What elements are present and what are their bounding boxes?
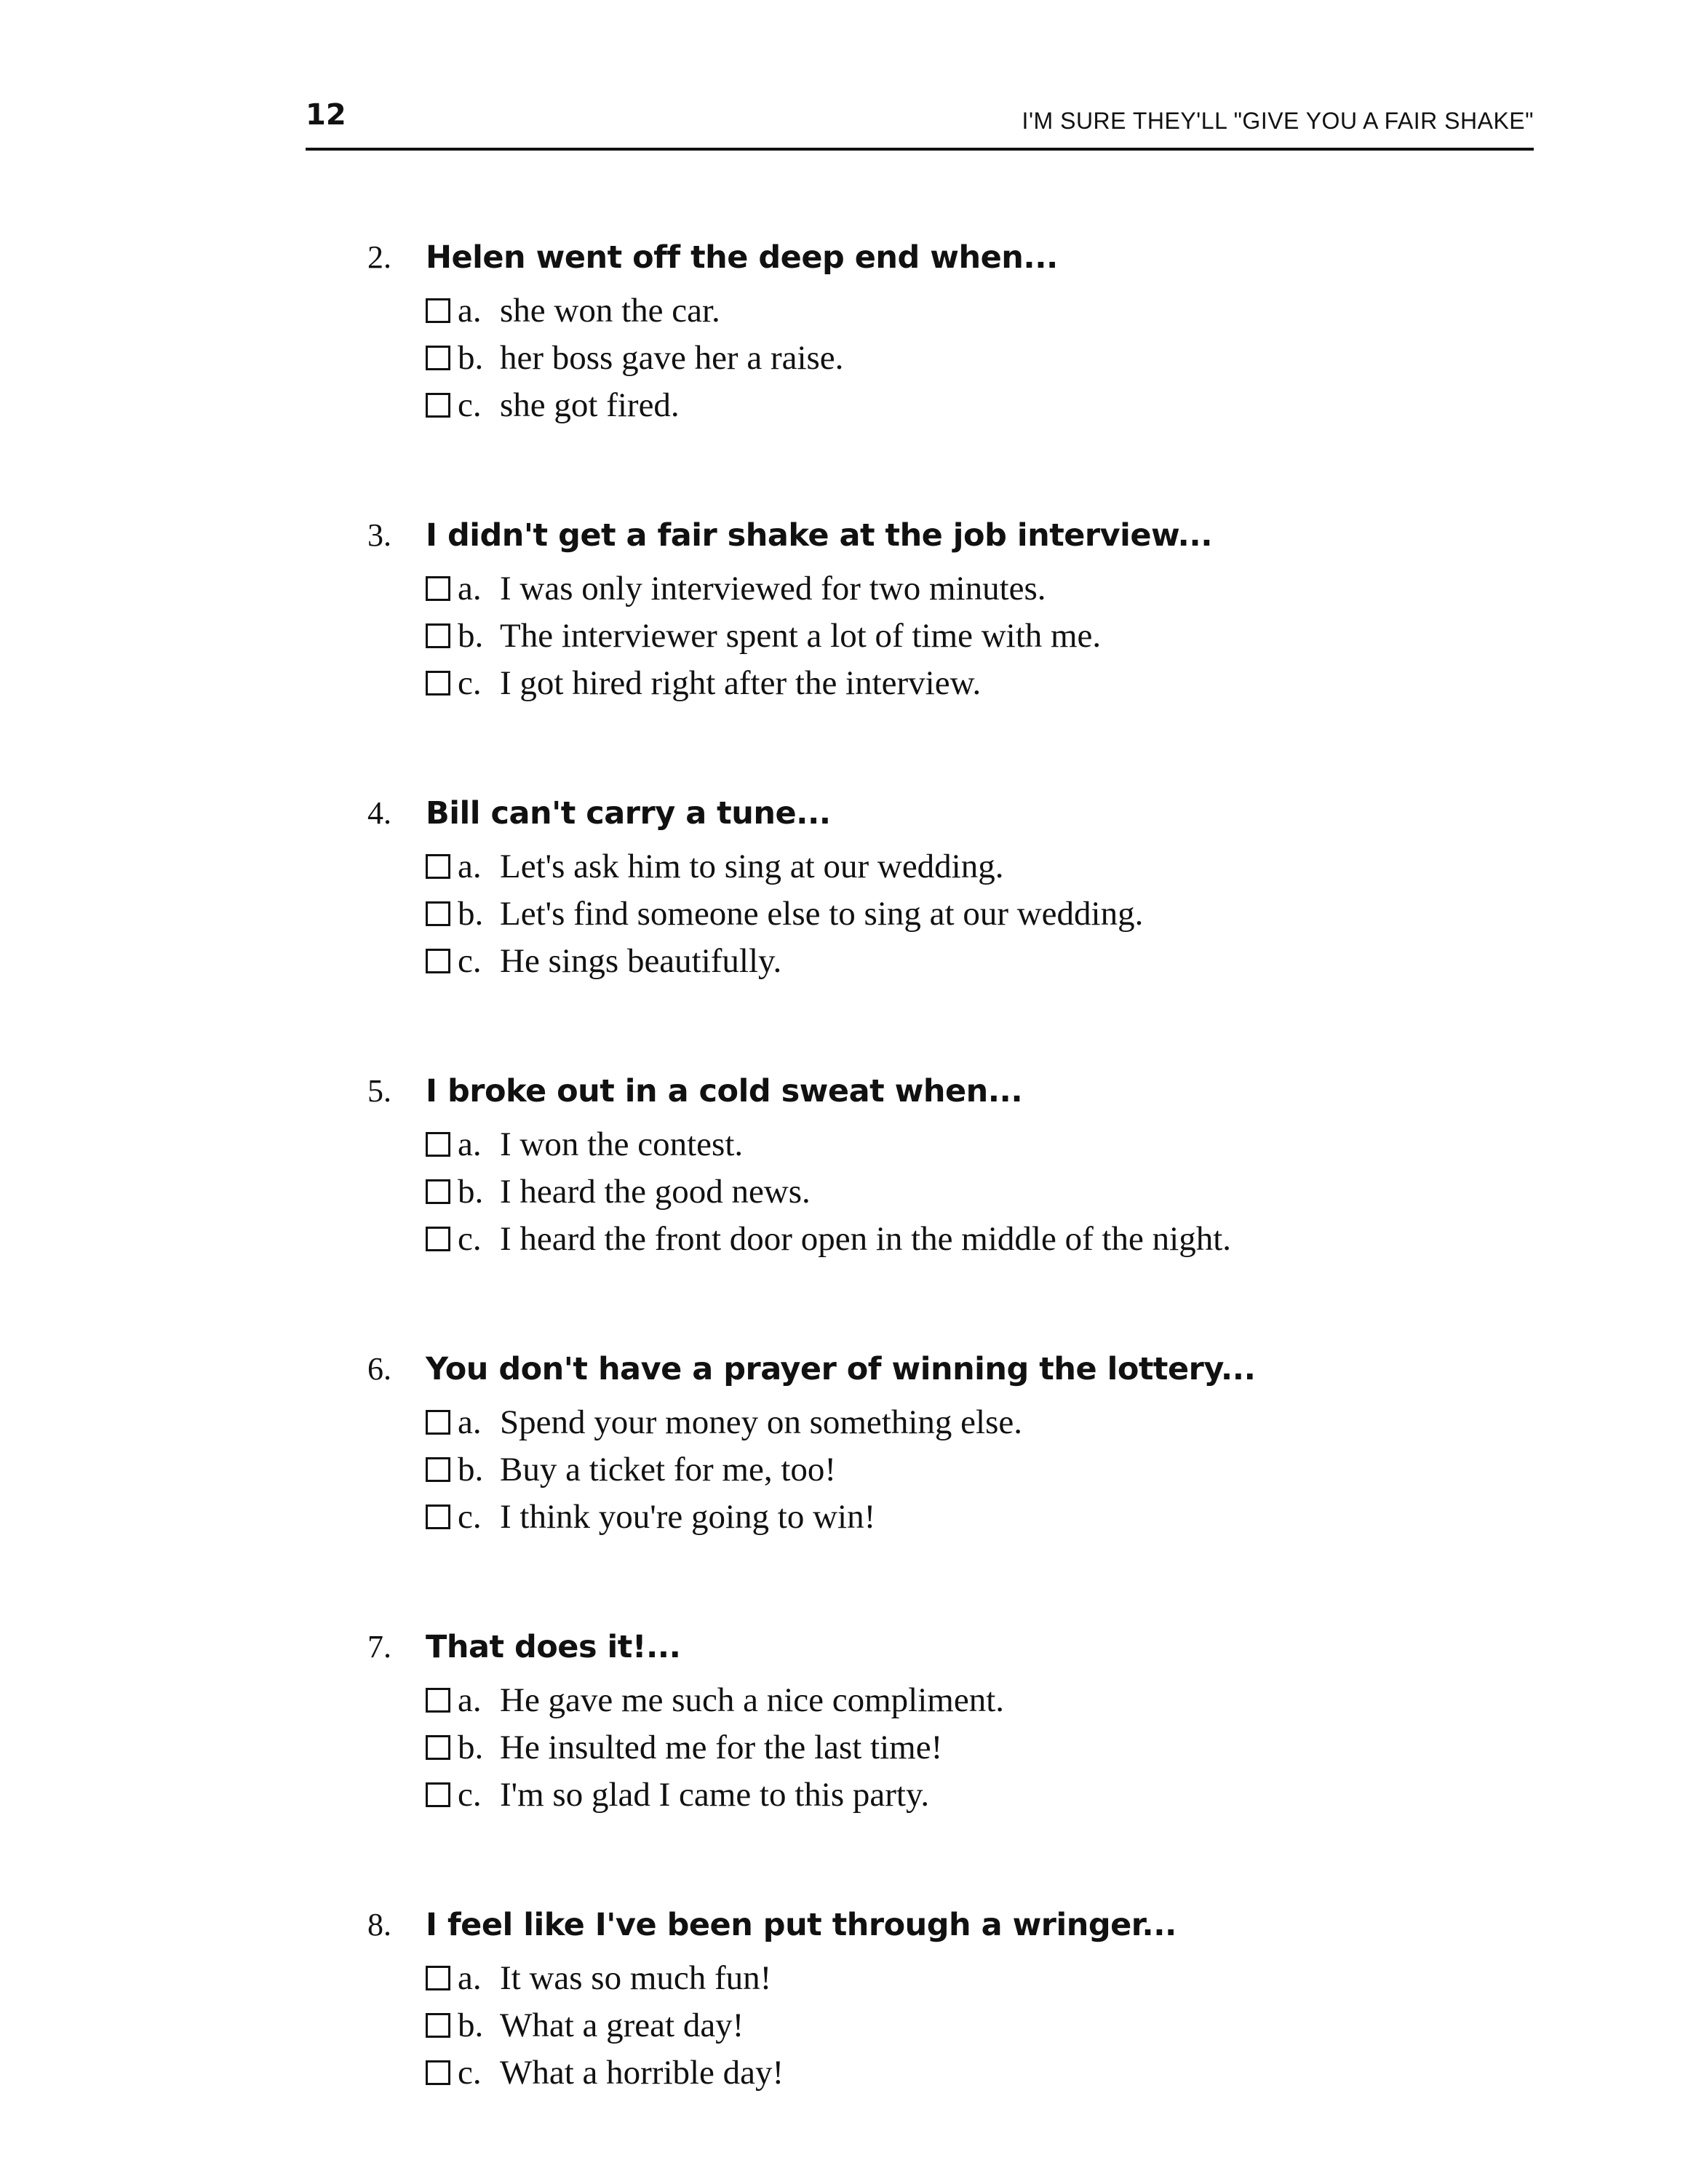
option-list	[426, 287, 1568, 429]
option-letter: a.	[458, 1958, 482, 1997]
question-heading	[367, 517, 1568, 565]
option-letter: a.	[458, 1125, 482, 1163]
checkbox[interactable]	[426, 1505, 450, 1529]
question-heading	[367, 1350, 1568, 1398]
checkbox[interactable]	[426, 576, 450, 601]
option-letter: b.	[458, 894, 484, 933]
question-number: 4.	[367, 795, 391, 831]
option-text: I got hired right after the interview.	[500, 663, 982, 702]
question-prompt: I feel like I've been put through a wringer...	[426, 1907, 1177, 1943]
question-heading	[367, 1906, 1568, 1954]
question-number: 5.	[367, 1073, 391, 1109]
question-prompt: I didn't get a fair shake at the job interview...	[426, 517, 1213, 554]
option-text: I'm so glad I came to this party.	[500, 1775, 930, 1814]
option-a	[426, 1676, 1568, 1723]
option-a	[426, 1398, 1568, 1446]
question-3	[367, 517, 1568, 794]
option-text: her boss gave her a raise.	[500, 338, 844, 377]
option-list	[426, 565, 1568, 706]
option-letter: c.	[458, 1219, 482, 1258]
checkbox[interactable]	[426, 901, 450, 926]
option-letter: b.	[458, 616, 484, 655]
option-letter: a.	[458, 1403, 482, 1441]
option-b	[426, 1723, 1568, 1771]
checkbox[interactable]	[426, 1735, 450, 1760]
option-text: Let's find someone else to sing at our wedding.	[500, 894, 1144, 933]
question-prompt: I broke out in a cold sweat when...	[426, 1073, 1023, 1109]
checkbox[interactable]	[426, 1410, 450, 1435]
question-heading	[367, 1072, 1568, 1120]
option-letter: a.	[458, 291, 482, 330]
question-heading	[367, 239, 1568, 287]
option-text: What a great day!	[500, 2006, 744, 2044]
option-text: The interviewer spent a lot of time with me.	[500, 616, 1102, 655]
option-text: I was only interviewed for two minutes.	[500, 569, 1046, 607]
option-letter: b.	[458, 1450, 484, 1488]
checkbox[interactable]	[426, 623, 450, 648]
option-text: I won the contest.	[500, 1125, 744, 1163]
option-letter: b.	[458, 2006, 484, 2044]
option-letter: b.	[458, 338, 484, 377]
checkbox[interactable]	[426, 671, 450, 696]
question-number: 7.	[367, 1629, 391, 1665]
question-prompt: You don't have a prayer of winning the lottery...	[426, 1351, 1256, 1387]
option-letter: c.	[458, 386, 482, 424]
option-a	[426, 1120, 1568, 1168]
option-a	[426, 1954, 1568, 2001]
option-text: Buy a ticket for me, too!	[500, 1450, 837, 1488]
question-7	[367, 1628, 1568, 1906]
option-b	[426, 1446, 1568, 1493]
question-heading	[367, 794, 1568, 842]
option-a	[426, 287, 1568, 334]
checkbox[interactable]	[426, 346, 450, 370]
running-head: I'M SURE THEY'LL "GIVE YOU A FAIR SHAKE"	[1022, 108, 1534, 134]
question-prompt: Helen went off the deep end when...	[426, 239, 1058, 276]
question-prompt: That does it!...	[426, 1629, 681, 1665]
option-text: Spend your money on something else.	[500, 1403, 1022, 1441]
option-list	[426, 842, 1568, 984]
checkbox[interactable]	[426, 1179, 450, 1204]
option-letter: a.	[458, 569, 482, 607]
option-list	[426, 1954, 1568, 2096]
option-c	[426, 1215, 1568, 1262]
checkbox[interactable]	[426, 949, 450, 973]
checkbox[interactable]	[426, 854, 450, 879]
option-c	[426, 381, 1568, 429]
question-number: 3.	[367, 517, 391, 553]
option-list	[426, 1120, 1568, 1262]
option-letter: c.	[458, 663, 482, 702]
option-text: I heard the front door open in the middle of the night.	[500, 1219, 1232, 1258]
checkbox[interactable]	[426, 1782, 450, 1807]
option-letter: b.	[458, 1172, 484, 1211]
option-text: I think you're going to win!	[500, 1497, 876, 1536]
option-letter: a.	[458, 1681, 482, 1719]
checkbox[interactable]	[426, 298, 450, 323]
option-c	[426, 937, 1568, 984]
option-list	[426, 1398, 1568, 1540]
question-number: 8.	[367, 1907, 391, 1942]
option-letter: c.	[458, 1497, 482, 1536]
option-text: Let's ask him to sing at our wedding.	[500, 847, 1004, 885]
option-letter: c.	[458, 2053, 482, 2092]
option-b	[426, 334, 1568, 381]
question-8	[367, 1906, 1568, 2184]
option-list	[426, 1676, 1568, 1818]
option-text: He insulted me for the last time!	[500, 1728, 943, 1766]
question-number: 2.	[367, 239, 391, 275]
option-c	[426, 659, 1568, 706]
checkbox[interactable]	[426, 1457, 450, 1482]
question-6	[367, 1350, 1568, 1628]
option-text: What a horrible day!	[500, 2053, 784, 2092]
option-b	[426, 890, 1568, 937]
question-5	[367, 1072, 1568, 1350]
question-number: 6.	[367, 1351, 391, 1387]
header-rule	[306, 148, 1534, 151]
option-b	[426, 612, 1568, 659]
option-text: she won the car.	[500, 291, 720, 330]
option-text: It was so much fun!	[500, 1958, 772, 1997]
option-text: she got fired.	[500, 386, 680, 424]
question-4	[367, 794, 1568, 1072]
checkbox[interactable]	[426, 1227, 450, 1251]
option-letter: c.	[458, 1775, 482, 1814]
checkbox[interactable]	[426, 2013, 450, 2038]
option-b	[426, 1168, 1568, 1215]
option-b	[426, 2001, 1568, 2049]
checkbox[interactable]	[426, 2060, 450, 2085]
checkbox[interactable]	[426, 393, 450, 418]
option-c	[426, 1771, 1568, 1818]
option-a	[426, 565, 1568, 612]
option-c	[426, 2049, 1568, 2096]
checkbox[interactable]	[426, 1132, 450, 1157]
option-a	[426, 842, 1568, 890]
page-number: 12	[306, 98, 346, 132]
option-text: I heard the good news.	[500, 1172, 811, 1211]
checkbox[interactable]	[426, 1966, 450, 1990]
option-text: He sings beautifully.	[500, 941, 782, 980]
option-text: He gave me such a nice compliment.	[500, 1681, 1004, 1719]
question-2	[367, 239, 1568, 517]
option-c	[426, 1493, 1568, 1540]
checkbox[interactable]	[426, 1688, 450, 1713]
option-letter: a.	[458, 847, 482, 885]
question-prompt: Bill can't carry a tune...	[426, 795, 831, 832]
option-letter: b.	[458, 1728, 484, 1766]
question-list	[367, 239, 1568, 2184]
option-letter: c.	[458, 941, 482, 980]
question-heading	[367, 1628, 1568, 1676]
